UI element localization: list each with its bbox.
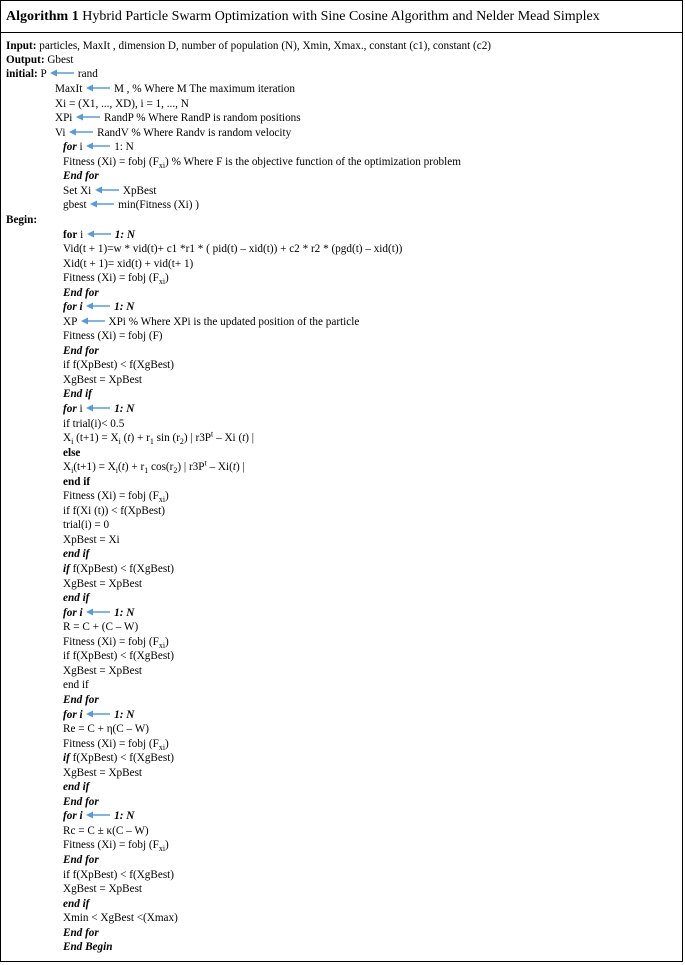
left-arrow-icon: [86, 300, 110, 314]
keyword: 1: N: [114, 810, 135, 822]
keyword: End for: [63, 927, 99, 939]
code-text: Fitness (Xi) = fobj (F: [63, 839, 159, 851]
code-text: XpBest: [120, 185, 157, 197]
code-text: (: [120, 432, 128, 444]
pseudocode-line: [63, 737, 169, 751]
code-text: XPi: [55, 112, 76, 124]
pseudocode-line: [63, 504, 165, 518]
code-text: Set Xi: [63, 185, 95, 197]
code-text: ): [165, 839, 169, 851]
left-arrow-icon: [76, 111, 100, 125]
pseudocode-line: [63, 926, 99, 940]
pseudocode-line: [63, 169, 99, 183]
code-text: if trial(i)< 0.5: [63, 418, 125, 430]
left-arrow-icon: [86, 606, 110, 620]
pseudocode-line: [6, 39, 491, 53]
keyword: End for: [63, 345, 99, 357]
pseudocode-line: [63, 940, 112, 954]
keyword: Output:: [6, 54, 45, 66]
code-text: Fitness (Xi) = fobj (F: [63, 738, 159, 750]
code-text: ) % Where F is the objective function of the optimization problem: [165, 156, 461, 168]
code-text: ) |: [245, 432, 255, 444]
pseudocode-line: [63, 780, 89, 794]
pseudocode-line: [63, 897, 89, 911]
pseudocode-line: [63, 838, 169, 852]
subscript: i: [118, 437, 121, 447]
keyword: initial:: [6, 68, 38, 80]
pseudocode-line: [63, 446, 80, 460]
code-text: Xid(t + 1)= xid(t) + vid(t+ 1): [63, 258, 194, 270]
subscript: i: [71, 437, 74, 447]
pseudocode-line: [55, 111, 301, 125]
subscript: xi: [158, 844, 166, 854]
code-text: [83, 810, 86, 822]
pseudocode-line: [63, 344, 99, 358]
code-text: XPi % Where XPi is the updated position of the particle: [105, 316, 360, 328]
pseudocode-line: [63, 184, 156, 198]
pseudocode-line: [63, 431, 254, 445]
code-text: – Xi(: [206, 461, 233, 473]
pseudocode-line: [63, 591, 89, 605]
keyword: End Begin: [63, 941, 113, 953]
algorithm-title: Hybrid Particle Swarm Optimization with Sine Cosine Algorithm and Nelder Mead Simplex: [82, 9, 600, 24]
keyword: end if: [63, 781, 90, 793]
pseudocode-line: [63, 387, 92, 401]
keyword: for i: [63, 709, 83, 721]
pseudocode-line: [55, 82, 295, 96]
pseudocode-line: [63, 751, 174, 765]
code-text: min(Fitness (Xi) ): [115, 199, 200, 211]
pseudocode-line: [63, 635, 169, 649]
pseudocode-line: [6, 67, 98, 81]
pseudocode-line: [63, 853, 99, 867]
pseudocode-line: [63, 373, 142, 387]
keyword: for: [63, 229, 78, 241]
code-text: if f(Xi (t)) < f(XpBest): [63, 505, 165, 517]
left-arrow-icon: [86, 708, 110, 722]
code-text: Xi = (X1, ..., XD), i = 1, ..., N: [55, 98, 189, 110]
keyword: 1: N: [114, 607, 135, 619]
subscript: 2: [179, 437, 184, 447]
pseudocode-line: [55, 97, 189, 111]
left-arrow-icon: [81, 315, 105, 329]
code-text: – Xi (: [213, 432, 243, 444]
code-text: Re = C + η(C – W): [63, 723, 150, 735]
pseudocode-line: [63, 693, 99, 707]
left-arrow-icon: [86, 82, 110, 96]
code-text: particles, MaxIt , dimension D, number of population (N), Xmin, Xmax., constant (c1), constant (c2): [36, 40, 492, 52]
code-text: Vid(t + 1)=w * vid(t)+ c1 *r1 * ( pid(t) – xid(t)) + c2 * r2 * (pgd(t) – xid(t)): [63, 243, 403, 255]
code-text: ): [165, 272, 169, 284]
keyword: for: [63, 141, 77, 153]
code-text: ) + r: [130, 432, 150, 444]
code-text: Gbest: [44, 54, 74, 66]
code-text: XgBest = XpBest: [63, 767, 143, 779]
code-text: gbest: [63, 199, 90, 211]
pseudocode-line: [63, 271, 169, 285]
superscript: t: [211, 429, 214, 439]
keyword: Begin:: [6, 214, 38, 226]
code-text: Fitness (Xi) = fobj (F): [63, 330, 163, 342]
pseudocode-line: [63, 198, 199, 212]
code-text: XP: [63, 316, 80, 328]
pseudocode-line: [63, 300, 134, 314]
code-text: [83, 607, 86, 619]
left-arrow-icon: [87, 228, 111, 242]
code-text: (: [118, 461, 122, 473]
code-text: i: [77, 229, 86, 241]
code-text: ) | r3P: [183, 432, 212, 444]
left-arrow-icon: [86, 809, 110, 823]
code-text: P: [37, 68, 50, 80]
code-text: f(XpBest) < f(XgBest): [69, 563, 175, 575]
subscript: xi: [158, 743, 166, 753]
keyword: for i: [63, 607, 83, 619]
code-text: i: [76, 141, 86, 153]
pseudocode-line: [63, 824, 149, 838]
code-text: (t+1) = X: [73, 461, 116, 473]
code-text: [83, 709, 86, 721]
code-text: Fitness (Xi) = fobj (F: [63, 636, 159, 648]
pseudocode-line: [63, 475, 90, 489]
subscript: 1: [149, 437, 154, 447]
code-text: f(XpBest) < f(XgBest): [69, 752, 175, 764]
pseudocode-line: [63, 606, 134, 620]
subscript: i: [115, 466, 119, 476]
subscript: xi: [158, 277, 166, 287]
keyword: for i: [63, 810, 83, 822]
keyword: end if: [63, 476, 91, 488]
keyword: End for: [63, 854, 99, 866]
code-text: ): [165, 490, 169, 502]
code-text: Vi: [55, 127, 69, 139]
subscript: xi: [158, 161, 166, 171]
code-text: XgBest = XpBest: [63, 883, 143, 895]
code-text: XpBest = Xi: [63, 534, 120, 546]
code-text: (t+1) = X: [73, 432, 119, 444]
pseudocode-line: [63, 649, 174, 663]
keyword: End for: [63, 170, 99, 182]
code-text: if f(XpBest) < f(XgBest): [63, 359, 175, 371]
code-text: R = C + (C – W): [63, 621, 139, 633]
left-arrow-icon: [95, 184, 119, 198]
left-arrow-icon: [86, 402, 110, 416]
pseudocode-line: [63, 722, 149, 736]
pseudocode-line: [63, 417, 124, 431]
pseudocode-line: [63, 329, 163, 343]
code-text: X: [63, 432, 72, 444]
code-text: ): [165, 636, 169, 648]
code-text: end if: [63, 679, 89, 691]
keyword: t: [242, 432, 246, 444]
algorithm-label: Algorithm 1: [6, 9, 79, 24]
keyword: end if: [63, 548, 90, 560]
code-text: Fitness (Xi) = fobj (F: [63, 490, 159, 502]
pseudocode-line: [63, 882, 142, 896]
pseudocode-line: [63, 460, 245, 474]
keyword: else: [63, 447, 81, 459]
keyword: for: [63, 403, 77, 415]
subscript: i: [71, 466, 74, 476]
code-text: Rc = C ± κ(C – W): [63, 825, 149, 837]
pseudocode-line: [63, 358, 174, 372]
pseudocode-line: [63, 286, 99, 300]
code-text: trial(i) = 0: [63, 519, 110, 531]
code-text: XgBest = XpBest: [63, 665, 143, 677]
code-text: Fitness (Xi) = fobj (F: [63, 156, 159, 168]
code-text: Xmin < XgBest <(Xmax): [63, 912, 178, 924]
code-text: ): [165, 738, 169, 750]
keyword: End for: [63, 287, 99, 299]
pseudocode-line: [63, 562, 174, 576]
pseudocode-line: [63, 766, 142, 780]
pseudocode-line: [63, 868, 174, 882]
pseudocode-line: [63, 664, 142, 678]
keyword: End for: [63, 694, 99, 706]
pseudocode-line: [63, 577, 142, 591]
pseudocode-line: [6, 53, 73, 67]
code-text: sin (r: [153, 432, 180, 444]
pseudocode-line: [55, 126, 291, 140]
pseudocode-line: [63, 402, 134, 416]
code-text: Fitness (Xi) = fobj (F: [63, 272, 159, 284]
keyword: Input:: [6, 40, 37, 52]
subscript: xi: [158, 495, 166, 505]
subscript: xi: [158, 641, 166, 651]
left-arrow-icon: [50, 67, 74, 81]
keyword: 1: N: [114, 709, 135, 721]
code-text: RandP % Where RandP is random positions: [101, 112, 301, 124]
pseudocode-line: [6, 213, 37, 227]
code-text: if f(XpBest) < f(XgBest): [63, 650, 175, 662]
pseudocode-line: [63, 315, 359, 329]
pseudocode-line: [63, 795, 99, 809]
code-text: cos(r: [148, 461, 174, 473]
code-text: MaxIt: [55, 83, 86, 95]
keyword: if: [63, 563, 70, 575]
pseudocode-line: [63, 228, 135, 242]
keyword: 1: N: [114, 301, 135, 313]
code-text: XgBest = XpBest: [63, 374, 143, 386]
left-arrow-icon: [90, 198, 114, 212]
pseudocode-line: [63, 809, 134, 823]
pseudocode-line: [63, 242, 402, 256]
keyword: End for: [63, 796, 99, 808]
code-text: ) | r3P: [177, 461, 205, 473]
code-text: rand: [75, 68, 98, 80]
pseudocode-line: [63, 140, 134, 154]
code-text: [83, 301, 86, 313]
left-arrow-icon: [86, 140, 110, 154]
pseudocode-line: [63, 547, 89, 561]
subscript: 1: [144, 466, 149, 476]
algorithm-title-bar: [1, 1, 682, 33]
superscript: t: [204, 458, 207, 468]
code-text: RandV % Where Randv is random velocity: [94, 127, 292, 139]
pseudocode-line: [63, 518, 109, 532]
code-text: ) |: [235, 461, 245, 473]
pseudocode-line: [63, 620, 138, 634]
keyword: end if: [63, 592, 90, 604]
keyword: for i: [63, 301, 83, 313]
keyword: t: [232, 461, 236, 473]
pseudocode-line: [63, 911, 178, 925]
code-text: ) + r: [124, 461, 145, 473]
pseudocode-line: [63, 155, 461, 169]
pseudocode-line: [63, 257, 193, 271]
keyword: if: [63, 752, 70, 764]
keyword: 1: N: [114, 403, 135, 415]
keyword: t: [127, 432, 131, 444]
keyword: End if: [63, 388, 92, 400]
code-text: M , % Where M The maximum iteration: [111, 83, 295, 95]
keyword: end if: [63, 898, 90, 910]
subscript: 2: [173, 466, 178, 476]
keyword: 1: N: [114, 229, 135, 241]
code-text: i: [76, 403, 86, 415]
code-text: if f(XpBest) < f(XgBest): [63, 869, 175, 881]
pseudocode-line: [63, 533, 120, 547]
pseudocode-line: [63, 708, 134, 722]
pseudocode-line: [63, 678, 89, 692]
code-text: X: [63, 461, 72, 473]
code-text: 1: N: [111, 141, 134, 153]
left-arrow-icon: [69, 126, 93, 140]
pseudocode-line: [63, 489, 169, 503]
code-text: XgBest = XpBest: [63, 578, 143, 590]
keyword: t: [121, 461, 125, 473]
